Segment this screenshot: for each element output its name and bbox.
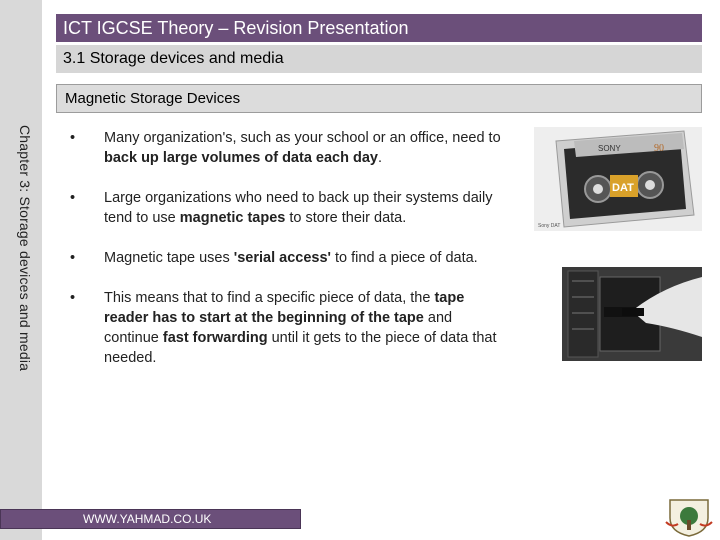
bullet-item-1 [70, 128, 510, 168]
bullet-text: to store their data. [285, 210, 407, 226]
bullet-bold-text: magnetic tapes [179, 210, 286, 226]
bullet-text: Many organization's, such as your school or an office, need to [104, 130, 501, 146]
tape-length-label: 90 [654, 143, 664, 154]
dat-tape-image [534, 127, 702, 231]
bullet-item-2 [70, 188, 510, 228]
topic-heading: Magnetic Storage Devices [56, 84, 702, 113]
dat-tape-illustration [534, 127, 702, 231]
bullet-dot: • [70, 190, 76, 206]
bullet-text: until it gets to the piece of data that needed. [104, 330, 497, 366]
bullet-bold-text: tape reader has to start at the beginning of the tape [104, 290, 465, 326]
bullet-text: This means that to find a specific piece of data, the [104, 290, 435, 306]
bullet-bold-text: fast forwarding [162, 330, 268, 346]
bullet-dot: • [70, 130, 76, 146]
bullet-item-4 [70, 288, 510, 368]
tape-drive-image [562, 267, 702, 361]
tape-brand-label: SONY [598, 144, 621, 153]
bullet-text: to find a piece of data. [330, 250, 478, 266]
bullet-list [70, 128, 510, 388]
bullet-bold-text: back up large volumes of data each day [104, 150, 378, 166]
bullet-text: . [378, 150, 383, 166]
bullet-text: Magnetic tape uses [104, 250, 234, 266]
section-subtitle: 3.1 Storage devices and media [56, 45, 702, 73]
school-crest-icon [664, 494, 714, 538]
tape-format-label: DAT [612, 182, 634, 194]
bullet-text: and continue [104, 310, 453, 346]
bullet-dot: • [70, 250, 76, 266]
footer-bar [0, 509, 301, 529]
bullet-item-3 [70, 248, 510, 268]
bullet-text: Large organizations who need to back up their systems daily tend to use [104, 190, 493, 226]
presentation-title: ICT IGCSE Theory – Revision Presentation [56, 14, 702, 42]
chapter-vertical-label: Chapter 3: Storage devices and media [17, 125, 33, 372]
bullet-bold-text: 'serial access' [233, 250, 331, 266]
tape-drive-illustration [562, 267, 702, 361]
tape-caption: Sony DAT [538, 223, 561, 229]
footer-website-link[interactable]: WWW.YAHMAD.CO.UK [83, 512, 212, 526]
bullet-dot: • [70, 290, 76, 306]
